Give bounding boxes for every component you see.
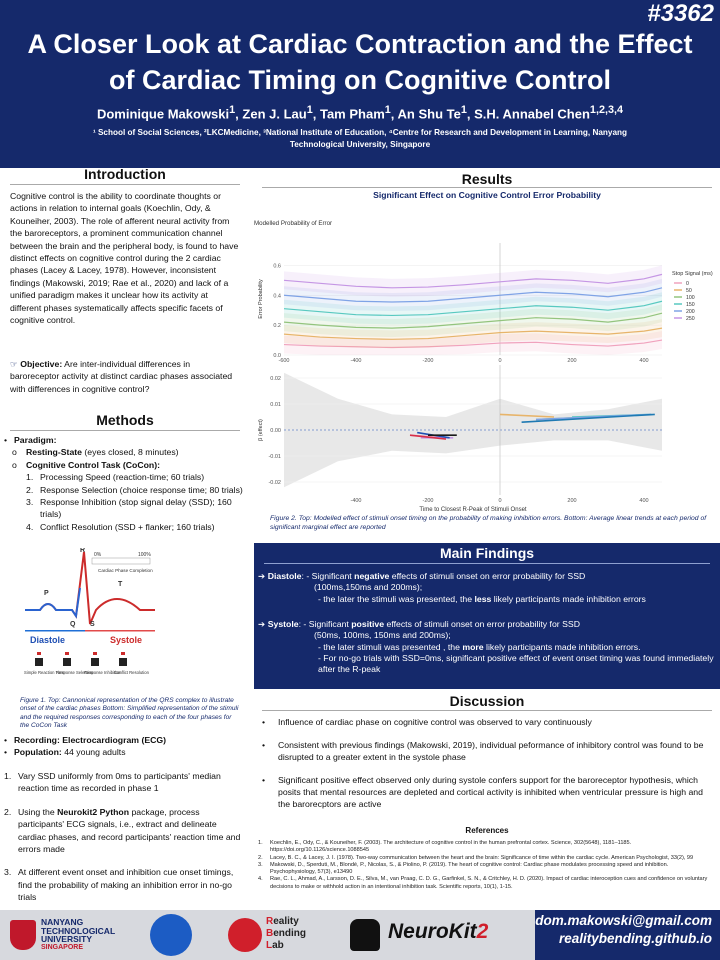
rbl-brain-logo-icon (228, 918, 262, 952)
legend-label: 250 (686, 316, 695, 322)
stimulus-label: Simple Reaction Time (24, 670, 65, 675)
step-text-post: package, process participants' ECG signals, i.e., extract and delineate cardiac phases, and record participants' reaction time and errors made (18, 806, 241, 855)
author-sup: 1,2,3,4 (589, 104, 624, 116)
y-tick-label: 0.01 (270, 402, 281, 408)
stimulus-marker-icon (37, 652, 41, 655)
poster-title (10, 26, 710, 98)
results-title: Results (461, 171, 513, 187)
x-tick-label: 400 (639, 498, 649, 504)
neurokit-version: 2 (476, 920, 489, 943)
step-text: Vary SSD uniformly from 0ms to participants' median reaction time as recorded in phase 1 (18, 771, 221, 794)
stimulus-marker-icon (93, 652, 97, 655)
psychology-society-logo-icon (150, 914, 192, 956)
finding-text: - For no-go trials with SSD=0ms, significant positive effect of event onset timing was found immediately after the R-peak (318, 652, 714, 675)
contact-website[interactable]: realitybending.github.io (559, 931, 712, 946)
finding-text: - the later the stimuli was presented, the (318, 593, 475, 604)
simple-rt-stimulus-icon (35, 658, 43, 666)
neurokit-package-name: Neurokit2 Python (57, 806, 130, 817)
chart-title: Modelled Probability of Error (254, 220, 333, 227)
reference-item: Koechlin, E., Ody, C., & Kouneiher, F. (2003). The architecture of cognitive control in the human prefrontal cortex. Science, 302(5648), 1181–1185. https://doi.org/10.1126/science.1088545 (270, 840, 632, 854)
affiliations: ¹ School of Social Sciences, ²LKCMedicine, ³National Institute of Education, ⁴Centre for Research and Development in Learning, Nanyang Technological University, Singapore (92, 128, 628, 149)
y-tick-label: 0.2 (273, 323, 281, 330)
response-selection-stimulus-icon (63, 658, 71, 666)
s-wave-label: S (90, 621, 95, 628)
resting-label: Resting-State (26, 447, 82, 458)
task-item: Response Inhibition (stop signal delay (SSD); 160 trials) (40, 497, 232, 520)
recording-text: Recording: Electrocardiogram (ECG) (14, 735, 167, 745)
x-tick-label: 0 (498, 498, 502, 504)
finding-text: effects of stimuli onset on error probability for SSD (384, 619, 580, 629)
author-list: Dominique Makowski$^1$, Zen J. Lau$^1$, Tam Pham$^1$, An Shu Te$^1$, S.H. Annabel Chen$^{1,2,3,4}$ (96, 104, 624, 122)
ref-number: 3. (258, 861, 263, 868)
finding-keyword: negative (354, 571, 390, 581)
x-tick-label: -200 (422, 498, 434, 504)
procedure-steps (4, 770, 244, 904)
stimulus-label: Conflict Resolution (114, 670, 149, 675)
bullet-icon: • (262, 775, 266, 785)
divider (10, 430, 240, 431)
population-value: 44 young adults (61, 747, 126, 757)
conflict-resolution-stimulus-icon (119, 658, 127, 666)
introduction-title: Introduction (84, 166, 166, 182)
y-tick-label: -0.02 (268, 480, 281, 486)
finding-text: (100ms,150ms and 200ms); (314, 582, 423, 593)
x-tick-label: 200 (567, 358, 577, 364)
ref-number: 4. (258, 876, 263, 883)
title-line-2: of Cardiac Timing on Cognitive Control (108, 65, 611, 95)
figure-1-caption: Figure 1. Top: Cannonical representation of the QRS complex to illustrate onset of the cardiac phases Bottom: Simplified representation of the stimuli and the required responses corresponding to each of the four phases for the CoCon Task (20, 697, 239, 730)
objective-text: Are inter-individual differences in baroreceptor activity at distinct cardiac phases associated with differences in cognitive control? (10, 359, 233, 394)
ntu-text: SINGAPORE (41, 943, 84, 951)
arrow-icon: ➔ (258, 571, 268, 581)
discussion-item: Consistent with previous findings (Makowski, 2019), individual peformance of inhibitory control was found to be disrupted to a greater extent in the systole phase (278, 740, 704, 762)
rbl-letter: R (266, 916, 274, 927)
neurokit-brain-logo-icon (350, 919, 380, 951)
finding-keyword: less (474, 593, 492, 604)
stimulus-icons (35, 652, 127, 666)
neurokit-text: NeuroKit (388, 920, 477, 943)
finding-text: likely participants made inhibition errors (491, 593, 646, 604)
objective (10, 358, 240, 395)
author: Dominique Makowski (96, 106, 230, 122)
discussion-item: Influence of cardiac phase on cognitive control was observed to vary continuously (278, 717, 592, 727)
bullet-icon: • (262, 717, 266, 727)
rbl-text: ab (272, 940, 284, 951)
task-item: Response Selection (choice response time; 80 trials) (40, 484, 243, 495)
legend-label: 50 (686, 288, 692, 294)
rbl-text: eality (273, 916, 299, 927)
finding-text: (50ms, 100ms, 150ms and 200ms); (314, 630, 451, 641)
bullet-icon: • (4, 435, 8, 445)
cardiac-completion-label: Cardiac Phase Completion (98, 568, 153, 573)
footer (0, 910, 720, 960)
cocon-label: Cognitive Control Task (CoCon): (26, 459, 161, 470)
objective-label: Objective: (20, 359, 63, 369)
step-text: At different event onset and inhibition cue onset timings, find the probability of making an inhibition error in no-go trials (18, 867, 234, 903)
finding-keyword: more (462, 641, 484, 652)
rbl-letter: L (266, 940, 273, 951)
recording-info (4, 734, 244, 758)
finding-text: - the later stimuli was presented , the (318, 641, 463, 652)
pointing-hand-icon: ☞ (10, 359, 18, 369)
finding-text: : - Significant (298, 619, 352, 629)
step-number: 2. (4, 806, 12, 817)
rbl-wordmark (266, 916, 306, 952)
step-number: 1. (4, 771, 12, 781)
legend-label: 0 (686, 281, 689, 287)
task-number: 1. (26, 472, 34, 483)
finding-text: effects of stimuli onset on error probability for SSD (389, 571, 586, 581)
discussion-title: Discussion (449, 693, 525, 709)
divider (262, 187, 712, 188)
x-tick-label: -600 (278, 358, 290, 364)
phase-completion-bar (92, 558, 150, 564)
rbl-letter: B (266, 928, 274, 939)
x-tick-label: -400 (350, 358, 362, 364)
main-findings-box (254, 543, 720, 689)
circle-bullet-icon: o (12, 447, 17, 458)
p-wave-label: P (44, 590, 49, 597)
neurokit-wordmark (388, 920, 488, 944)
y-tick-label: 0.4 (273, 293, 281, 300)
methods-title: Methods (96, 412, 154, 428)
systole-finding (258, 619, 716, 675)
circle-bullet-icon: o (12, 459, 17, 470)
stimulus-marker-icon (65, 652, 69, 655)
bullet-icon: • (262, 740, 266, 750)
results-chart (252, 215, 720, 515)
legend-label: 100 (686, 295, 695, 301)
reference-item: Makowski, D., Sperduti, M., Blondé, P., Nicolas, S., & Piolino, P. (2019). The heart of cognitive control: Cardiac phase modulates processing speed and inhibition. Psychophysiology, 57(3), e13490 (270, 861, 669, 876)
poster-header (0, 0, 720, 168)
ntu-text: TECHNOLOGICAL (41, 925, 116, 936)
contact-email[interactable]: dom.makowski@gmail.com (535, 913, 712, 928)
step-text-pre: Using the (18, 806, 58, 817)
task-number: 3. (26, 497, 34, 508)
legend-title: Stop Signal (ms) (672, 271, 713, 277)
introduction-text: Cognitive control is the ability to coordinate thoughts or actions in relation to internal goals (Koechlin, Ody, & Kouneiher, 2003). The role of afferent neural activity from the baroreceptors, a prominent communication channel between the brain and the peripheral body, is found to have distinct effects on cognitive control during the 2 cardiac phases (Lacey & Lacey, 1978). However, inconsistent findings (Makowski, 2019; Rae et al., 2020) and lack of a unified paradigm makes it unclear how its activity at different phases systematically affects specific facets of cognitive control. (10, 191, 239, 326)
y-tick-label: 0.00 (270, 428, 281, 434)
ecg-trace (25, 552, 155, 624)
x-tick-label: 200 (567, 498, 577, 504)
bullet-icon: • (4, 747, 8, 757)
divider (10, 184, 240, 185)
ecg-diastole-trace (25, 588, 80, 616)
x-tick-label: 400 (639, 358, 649, 364)
author-sup: 1 (229, 104, 236, 116)
y-axis-label: β (effect) (258, 419, 264, 441)
stimulus-label: Response Inhibition (84, 670, 121, 675)
stimulus-marker-icon (121, 652, 125, 655)
discussion-item: Significant positive effect observed only during systole confers support for the baroreceptor hypothesis, which posits that mental resources are depleted and cortical activity is inhibited when ventricular pressure is high and the barorecptors are active (278, 775, 703, 809)
diastole-bar (25, 630, 85, 632)
rbl-text: ending (273, 928, 307, 939)
x-tick-label: 0 (498, 358, 502, 364)
stimulus-label: Response Selection (56, 670, 94, 675)
task-item: Conflict Resolution (SSD + flanker; 160 trials) (40, 521, 215, 532)
author: Zen J. Lau (242, 106, 307, 122)
poster-id: #3362 (647, 0, 714, 27)
divider (264, 563, 710, 564)
task-number: 2. (26, 484, 34, 495)
results-subtitle: Significant Effect on Cognitive Control Error Probability (373, 190, 601, 200)
arrow-icon: ➔ (258, 619, 268, 629)
author-sup: 1 (306, 104, 313, 116)
ntu-wordmark (41, 918, 115, 952)
response-inhibition-stimulus-icon (91, 658, 99, 666)
references-list (258, 840, 713, 891)
r-wave-label: R (80, 548, 86, 554)
y-tick-label: 0.6 (273, 263, 281, 270)
finding-keyword: positive (351, 619, 385, 629)
t-wave-label: T (118, 581, 123, 588)
systole-bar (85, 630, 155, 632)
ref-number: 2. (258, 854, 263, 861)
reference-item: Lacey, B. C., & Lacey, J. I. (1978). Two-way communication between the heart and the brain: Significance of time within the cardiac cycle. American Psychologist, 33(2), 99 (270, 854, 694, 861)
bullet-icon: • (4, 735, 8, 745)
y-tick-label: 0.02 (270, 376, 281, 382)
diastole-finding (258, 571, 716, 605)
systole-label: Systole (110, 635, 143, 645)
author-sup: 1 (460, 104, 467, 116)
divider (262, 710, 712, 711)
legend-label: 200 (686, 309, 695, 315)
finding-text: likely participants made inhibition errors. (483, 641, 641, 652)
author: An Shu Te (397, 106, 461, 122)
legend-label: 150 (686, 302, 695, 308)
paradigm-label: Paradigm: (14, 435, 57, 445)
finding-text: : - Significant (301, 571, 355, 581)
y-tick-label: 0.0 (273, 353, 281, 359)
pct-100-label: 100% (138, 552, 151, 558)
ntu-logo (10, 918, 125, 954)
ntu-text: NANYANG (41, 917, 84, 927)
x-tick-label: -200 (422, 358, 434, 364)
references-title: References (465, 826, 509, 835)
q-wave-label: Q (70, 621, 76, 628)
reference-item: Rae, C. L., Ahmad, A., Larsson, D. E., Silva, M., van Praag, C. D. G., Garfinkel, S. N., & Critchley, H. D. (2020). Impact of cardiac interoception cues and confidence on voluntary decisions to make or withhold action in an intentional inhibition task. Scientific reports, 10(1), 1-15. (270, 876, 708, 890)
figure-2-caption: Figure 2. Top: Modelled effect of stimuli onset timing on the probability of making inhibition errors. Bottom: Average linear trends at each period of significant marginal effect are reported (270, 515, 707, 531)
main-findings-title: Main Findings (439, 545, 535, 561)
ntu-crest-icon (10, 920, 36, 950)
figure-1-ecg-diagram (20, 548, 235, 690)
task-item: Processing Speed (reaction-time; 60 trials) (40, 472, 205, 483)
pct-0-label: 0% (94, 552, 102, 558)
population-label: Population: (14, 747, 62, 757)
author-sup: 1 (384, 104, 391, 116)
resting-detail: (eyes closed, 8 minutes) (82, 447, 179, 458)
x-axis-label: Time to Closest R-Peak of Stimuli Onset (419, 507, 527, 513)
y-tick-label: -0.01 (268, 454, 281, 460)
ntu-text: UNIVERSITY (41, 934, 93, 944)
ref-number: 1. (258, 840, 263, 846)
diastole-label: Diastole (30, 635, 66, 645)
effect-trend-plot (258, 365, 662, 513)
methods-list (4, 434, 244, 533)
x-tick-label: -400 (350, 498, 362, 504)
task-number: 4. (26, 521, 34, 532)
author: S.H. Annabel Chen (474, 106, 590, 122)
y-axis-label: Error Probability (258, 279, 264, 319)
contact-info (535, 912, 712, 948)
author: Tam Pham (319, 106, 385, 122)
systole-finding-label: Systole (267, 619, 299, 629)
discussion-list (258, 716, 713, 821)
step-number: 3. (4, 867, 12, 878)
title-line-1: A Closer Look at Cardiac Contraction and the Effect (27, 29, 693, 59)
diastole-finding-label: Diastole (267, 571, 302, 581)
error-probability-plot (254, 220, 713, 364)
